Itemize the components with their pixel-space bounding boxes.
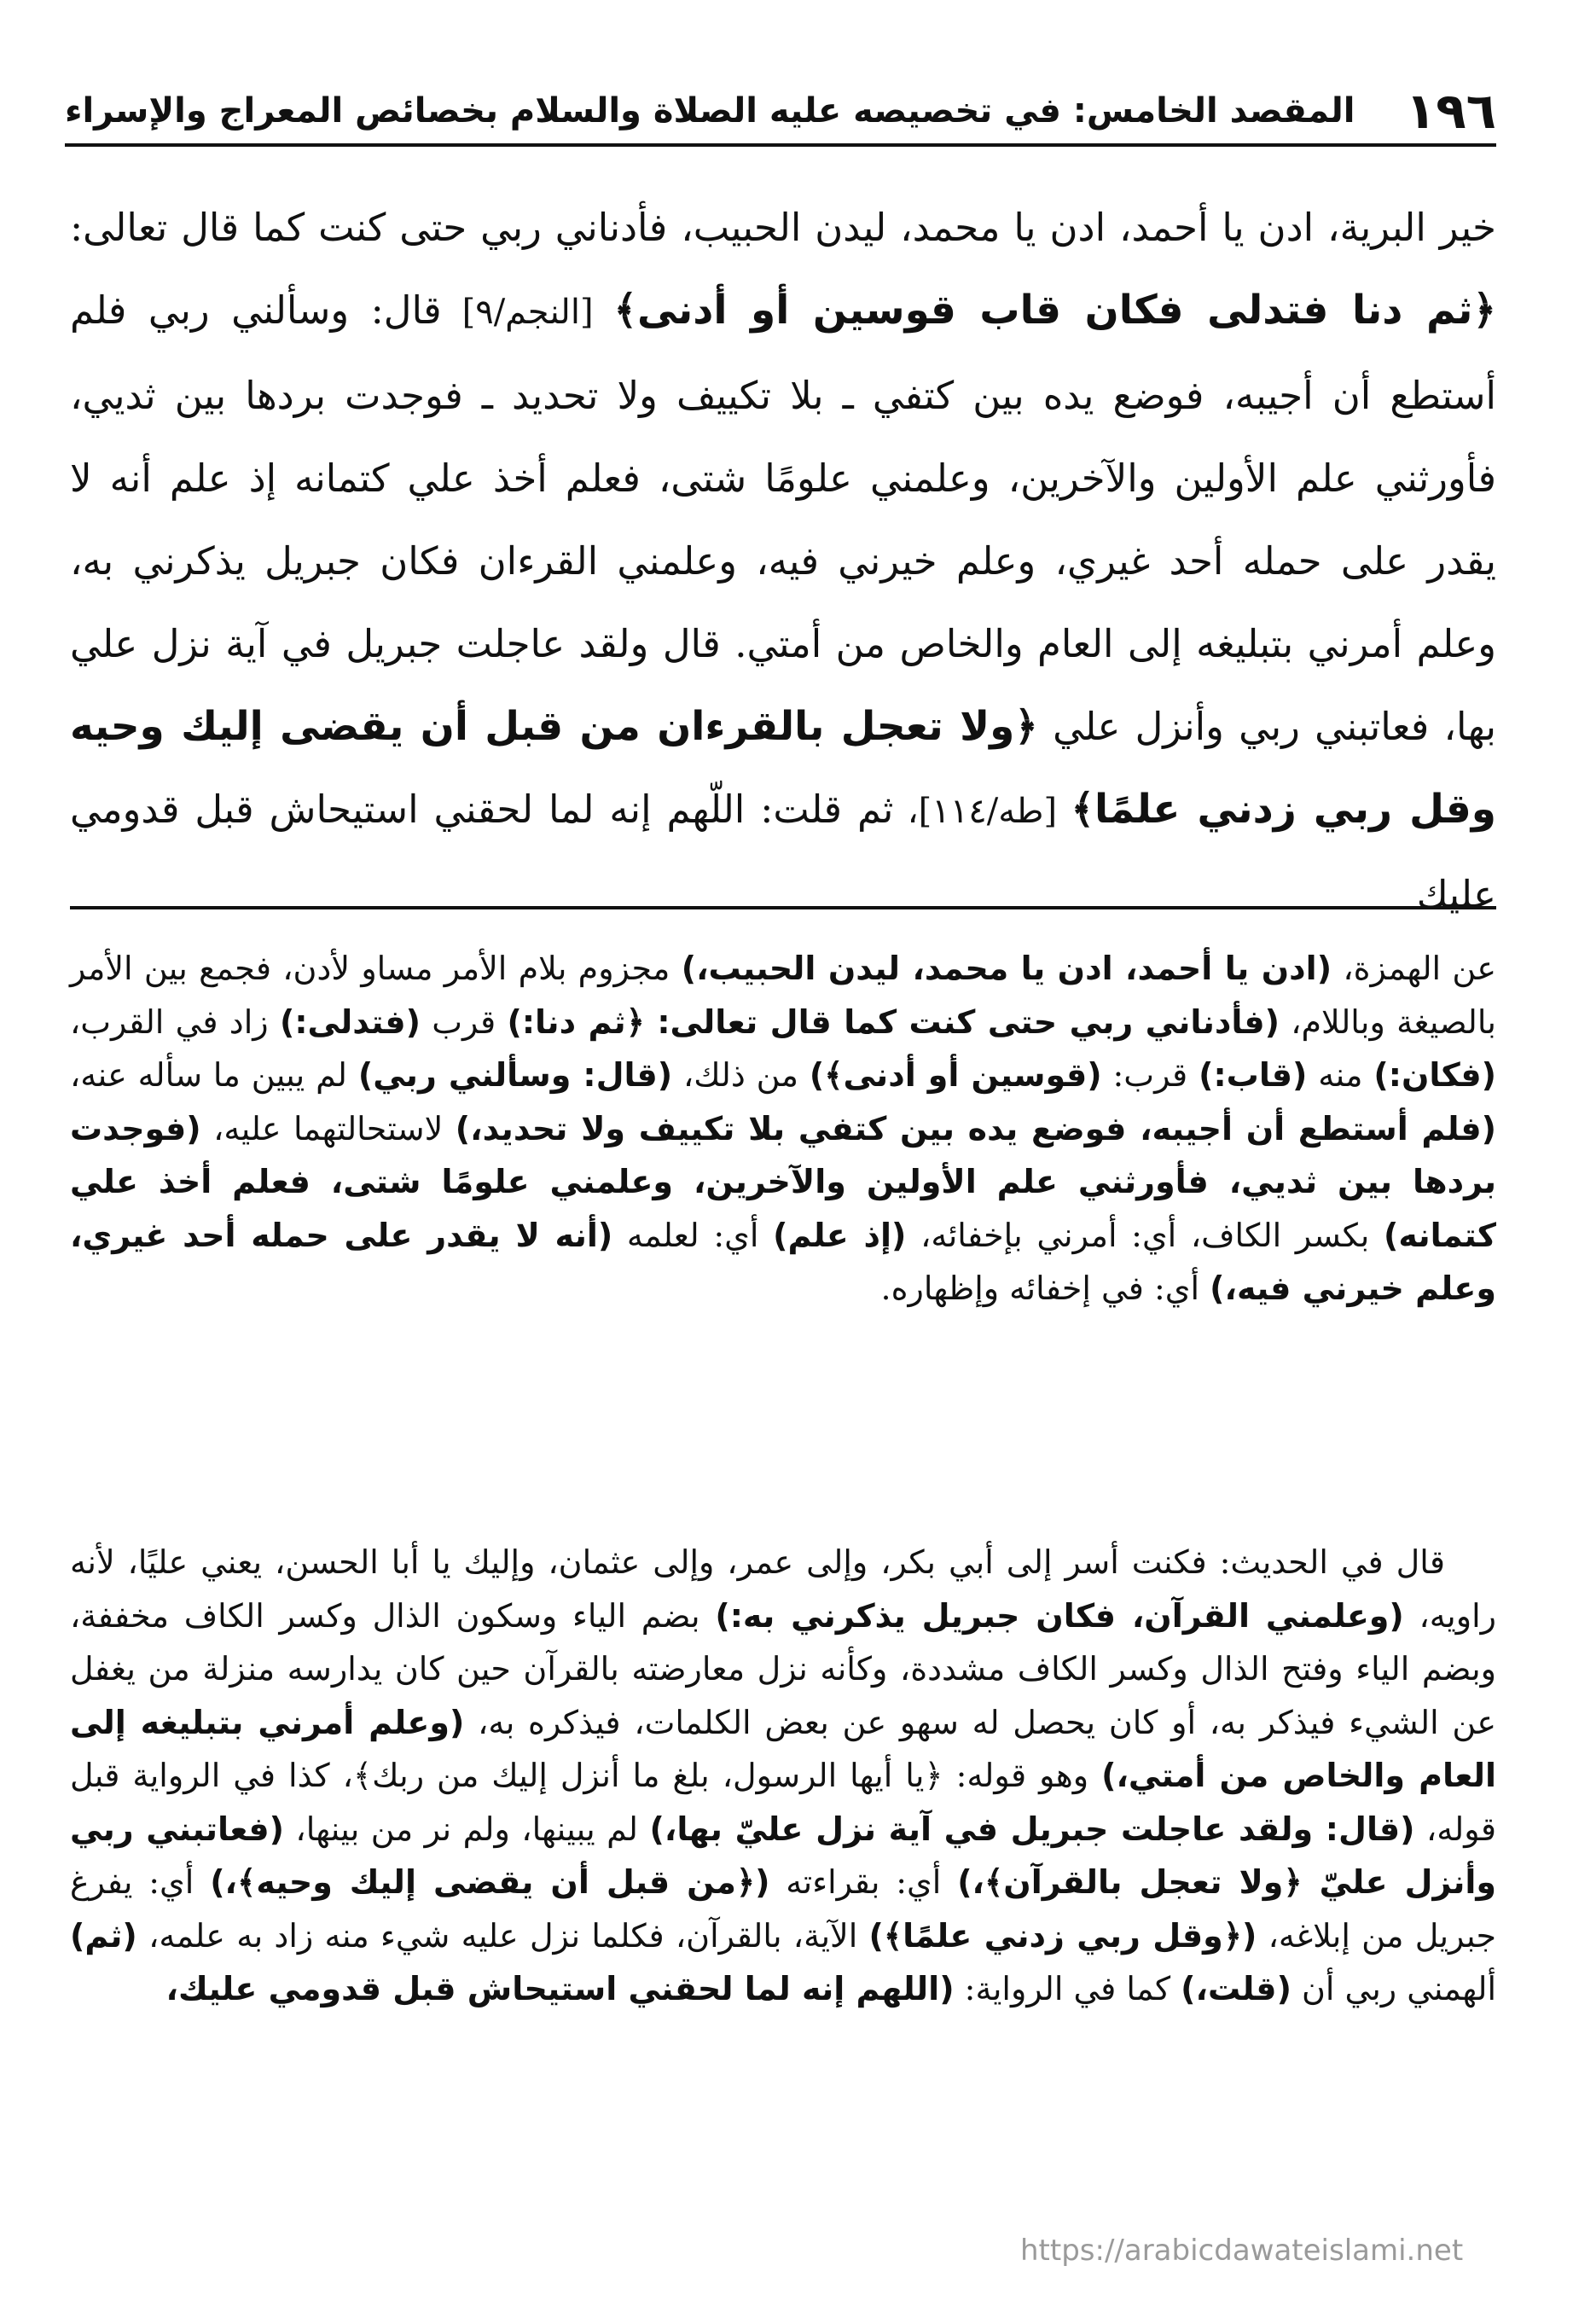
main-text — [70, 186, 1496, 936]
commentary-text: قرب: — [1101, 1056, 1199, 1094]
commentary-quote: (قلت،) — [1181, 1970, 1291, 2007]
commentary-text: لم يبين ما سأله عنه، — [70, 1056, 358, 1094]
text-run: قال: وسألني ربي فلم أستطع أن أجيبه، فوضع يده بين كتفي ـ بلا تكييف ولا تحديد ـ فوجدت بردها بين ثديي، فأورثني علم الأولين والآخرين، وعلمني علومًا شتى، فعلم أخذ علي كتمانه إذ علم أنه لا يقدر على حمله أحد غيري، وعلم خيرني فيه، وعلمني القرءان فكان جبريل يذكرني به، وعلم أمرني بتبليغه إلى العام والخاص من أمتي. قال ولقد عاجلت جبريل في آية نزل علي بها، فعاتبني ربي وأنزل علي — [70, 288, 1496, 749]
commentary-text: لاستحالتهما عليه، — [200, 1109, 456, 1147]
commentary-quote: (أنه لا يقدر على حمله أحد غيري، وعلم خيرني فيه،) — [70, 1216, 1496, 1307]
commentary-text: ألهمني ربي أن — [1291, 1970, 1496, 2007]
commentary-text: وهو قوله: — [943, 1757, 1102, 1794]
commentary-text: من ذلك، — [672, 1056, 810, 1094]
commentary-text: بضم الياء وسكون الذال وكسر الكاف مخففة، وبضم الياء وفتح الذال وكسر الكاف مشددة، وكأنه نزل معارضته بالقرآن حين كان يدارسه منزلة من يغفل عن الشيء فيذكر به، أو كان يحصل له سهو عن بعض الكلمات، فيذكره به، — [70, 1596, 1496, 1741]
commentary-text: أي: لعلمه — [612, 1216, 774, 1254]
commentary-text: أي: في إخفائه وإظهاره. — [880, 1269, 1210, 1307]
commentary-quote: (وعلم أمرني بتبليغه إلى العام والخاص من أمتي،) — [70, 1703, 1496, 1794]
commentary-text: لم يبينها، ولم نر من بينها، — [283, 1810, 650, 1848]
commentary-quote: (قاب:) — [1199, 1056, 1308, 1094]
commentary-quote: (فتدلى:) — [279, 1002, 421, 1041]
commentary-quote: (ثم) — [70, 1916, 137, 1955]
commentary-text: الآية، بالقرآن، فكلما نزل عليه شيء منه زاد به علمه، — [136, 1916, 869, 1955]
commentary-block — [70, 942, 1496, 1316]
commentary-quote: (فوجدت بردها بين ثديي، فأورثني علم الأولين والآخرين، وعلمني علومًا شتى، فعلم أخذ علي كتمانه) — [70, 1109, 1496, 1254]
commentary-quote: (إذ علم) — [773, 1216, 907, 1254]
verse-reference: [طه/١١٤]، — [893, 792, 1071, 831]
commentary-text: منه — [1307, 1056, 1374, 1094]
commentary-quote: (فأدناني ربي حتى كنت كما قال تعالى: ﴿ثم دنا:) — [507, 1002, 1280, 1041]
quran-verse: ﴿ولا تعجل بالقرءان من قبل أن يقضى إليك وحيه وقل ربي زدني علمًا﴾ — [70, 703, 1497, 833]
text-run: خير البرية، ادن يا أحمد، ادن يا محمد، ليدن الحبيب، فأدناني ربي حتى كنت كما قال تعالى: — [70, 205, 1496, 250]
commentary-block — [70, 1536, 1496, 2016]
commentary-quote: (﴿من قبل أن يقضى إليك وحيه﴾،) — [210, 1863, 770, 1901]
commentary-quote: (فعاتبني ربي وأنزل عليّ ﴿ولا تعجل بالقرآن﴾،) — [70, 1810, 1497, 1901]
text-run: ثم قلت: اللّهم إنه لما لحقني استيحاش قبل قدومي عليك — [70, 787, 1496, 917]
commentary-quote: (فكان:) — [1373, 1056, 1496, 1094]
commentary-text: أي: بقراءته — [769, 1863, 958, 1901]
commentary-text: ، كذا في الرواية قبل قوله، — [70, 1757, 1497, 1848]
commentary-quote: (فلم أستطع أن أجيبه، فوضع يده بين كتفي بلا تكييف ولا تحديد،) — [455, 1109, 1496, 1147]
commentary-text: كما في الرواية: — [954, 1970, 1181, 2007]
verse-reference: [النجم/٩] — [441, 293, 614, 332]
commentary-quote: (قال: وسألني ربي) — [357, 1056, 673, 1094]
watermark-url: https://arabicdawateislami.net — [1020, 2234, 1464, 2268]
commentary-text: مجزوم بلام الأمر مساو لأدن، فجمع بين الأمر بالصيغة وباللام، — [70, 950, 1496, 1041]
page-number: ١٩٦ — [1405, 82, 1496, 140]
running-header — [65, 78, 1496, 147]
commentary-text: قرب — [420, 1002, 508, 1041]
main-paragraph — [70, 186, 1496, 936]
commentary-text: أي: يفرغ جبريل من إبلاغه، — [70, 1863, 1496, 1955]
commentary-text: زاد في القرب، — [70, 1002, 280, 1041]
commentary-quote: (ادن يا أحمد، ادن يا محمد، ليدن الحبيب،) — [681, 950, 1332, 987]
commentary-quote: (وعلمني القرآن، فكان جبريل يذكرني به:) — [715, 1596, 1404, 1635]
commentary-paragraph — [70, 942, 1496, 1316]
commentary-quote: (قال: ولقد عاجلت جبريل في آية نزل عليّ بها،) — [649, 1810, 1415, 1848]
commentary-quote: (اللهم إنه لما لحقني استيحاش قبل قدومي عليك، — [165, 1970, 955, 2007]
footnote-divider — [70, 906, 1496, 909]
commentary-quote: (قوسين أو أدنى﴾) — [809, 1056, 1102, 1094]
commentary-text: قال في الحديث: فكنت أسر إلى أبي بكر، وإلى عمر، وإلى عثمان، وإليك يا أبا الحسن، يعني عليًا، لأنه راويه، — [70, 1543, 1497, 1635]
commentary-paragraph — [70, 1536, 1496, 2016]
commentary-text: بكسر الكاف، أي: أمرني بإخفائه، — [906, 1216, 1384, 1254]
commentary-text: عن الهمزة، — [1332, 950, 1496, 987]
quran-verse: ﴿ثم دنا فتدلى فكان قاب قوسين أو أدنى﴾ — [613, 287, 1496, 334]
commentary-text: ﴿يا أيها الرسول، بلغ ما أنزل إليك من ربك﴾ — [352, 1757, 943, 1794]
commentary-quote: (﴿وقل ربي زدني علمًا﴾) — [868, 1916, 1257, 1955]
chapter-title: المقصد الخامس: في تخصيصه عليه الصلاة والسلام بخصائص المعراج والإسراء — [65, 91, 1355, 131]
